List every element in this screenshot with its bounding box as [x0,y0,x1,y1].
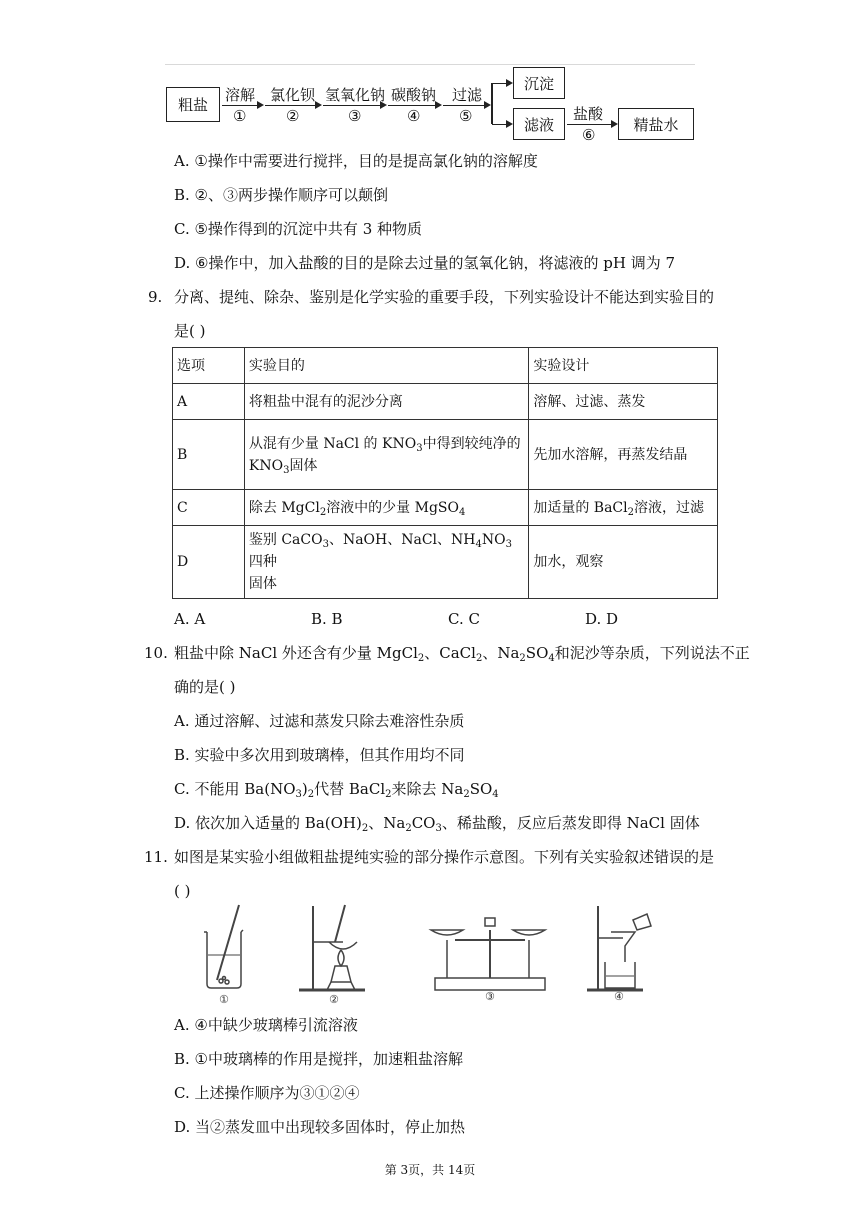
q8-option-d: D. ⑥操作中，加入盐酸的目的是除去过量的氢氧化钠，将滤液的 pH 调为 7 [174,254,676,272]
figure-label-3: ③ [485,990,495,1003]
balance-figure [431,918,545,990]
text: C. 不能用 Ba(NO [174,780,296,798]
table-cell-design: 溶解、过滤、蒸发 [529,384,718,420]
flow-step-label: 溶解 [225,86,256,104]
text: SO [525,644,549,662]
text: CO [411,814,436,832]
q9-number: 9. [148,288,163,306]
text: 、Na [482,644,520,662]
flow-branch-line [491,83,493,124]
table-header-row [173,348,718,384]
text: 中得到较纯净的 [422,435,521,452]
table-cell-design: 加水，观察 [529,526,718,599]
text: 、稀盐酸，反应后蒸发即得 NaCl 固体 [441,814,700,832]
table-cell-goal: 从混有少量 NaCl 的 $KNO_3$中得到较纯净的 $KNO_3$固体 [244,420,528,490]
evaporation-figure [299,905,365,990]
table-row [173,490,718,526]
flow-step-number: ④ [407,107,421,125]
text: 除去 MgCl [248,499,320,516]
table-header-cell: 选项 [173,348,245,384]
text: SO [469,780,493,798]
table-cell-design: 先加水溶解，再蒸发结晶 [529,420,718,490]
q11-option-c: C. 上述操作顺序为③①②④ [174,1084,360,1102]
text: 代替 BaCl [314,780,386,798]
page-footer: 第 3页，共 14页 [384,1163,476,1177]
text: KNO [248,457,284,474]
table-cell-option: B [173,420,245,490]
q10-option-c: C. 不能用 $Ba(NO_3)_2$代替 BaCl$_2$来除去 $Na_2SO_4$ [174,780,499,800]
flow-step-number: ② [286,107,300,125]
q11-option-d: D. 当②蒸发皿中出现较多固体时，停止加热 [174,1118,466,1136]
text: 固体 [248,576,277,592]
flow-arrow [222,105,262,106]
flow-step-number: ① [233,107,247,125]
table-cell-design: 加适量的 BaCl$_2$溶液，过滤 [529,490,718,526]
q11-stem-cont: ( ) [174,882,191,900]
text: 加适量的 BaCl [533,499,628,516]
q8-option-c: C. ⑤操作得到的沉淀中共有 3 种物质 [174,220,423,238]
q10-stem: 粗盐中除 NaCl 外还含有少量 MgCl$_2$、CaCl$_2$、$Na_2SO_4$和泥沙等杂质，下列说法不正 [174,644,750,664]
table-header-cell: 实验目的 [244,348,528,384]
flow-filtrate-box: 滤液 [513,108,565,140]
table-cell-option: D [173,526,245,599]
flow-arrow [567,124,616,125]
q9-option-b: B. B [311,610,343,628]
q11-number: 11. [144,848,168,866]
table-cell-goal: 除去 MgCl$_2$溶液中的少量 MgSO$_4$ [244,490,528,526]
table-cell-option: A [173,384,245,420]
flow-step-number: ③ [348,107,362,125]
text: 从混有少量 NaCl 的 KNO [248,435,417,452]
table-row [173,384,718,420]
table-header-cell: 实验设计 [529,348,718,384]
text: NO [481,532,506,548]
top-divider [165,64,695,65]
flow-arrow [443,105,489,106]
q10-option-a: A. 通过溶解、过滤和蒸发只除去难溶性杂质 [174,712,465,730]
q10-stem-cont: 确的是( ) [174,678,236,696]
text: 、CaCl [424,644,476,662]
q8-option-a: A. ①操作中需要进行搅拌，目的是提高氯化钠的溶解度 [174,152,538,170]
q9-stem-cont: 是( ) [174,322,206,340]
flow-arrow [388,105,440,106]
flow-arrow [323,105,385,106]
q11-stem: 如图是某实验小组做粗盐提纯实验的部分操作示意图。下列有关实验叙述错误的是 [174,848,715,866]
text: 鉴别 CaCO [248,532,323,548]
figure-label-4: ④ [614,990,624,1003]
table-cell-goal: 将粗盐中混有的泥沙分离 [244,384,528,420]
text: 粗盐中除 NaCl 外还含有少量 MgCl [174,644,418,662]
apparatus-figure [195,900,665,1005]
q9-option-c: C. C [448,610,480,628]
text: 四种 [248,554,277,570]
q11-option-a: A. ④中缺少玻璃棒引流溶液 [174,1016,358,1034]
flow-step-label: 过滤 [452,86,483,104]
flow-arrow [492,124,511,125]
text: ) [301,780,308,798]
figure-label-2: ② [329,993,339,1005]
q9-option-a: A. A [174,610,206,628]
q9-table [172,347,718,599]
flow-step-number: ⑥ [582,126,596,144]
flow-arrow [265,105,320,106]
flow-step-number: ⑤ [459,107,473,125]
filtration-figure [587,906,651,990]
q8-option-b: B. ②、③两步操作顺序可以颠倒 [174,186,389,204]
flow-step-label: 氢氧化钠 [325,86,386,104]
text: 溶液中的少量 MgSO [326,499,460,516]
q9-option-d: D. D [585,610,619,628]
q11-option-b: B. ①中玻璃棒的作用是搅拌，加速粗盐溶解 [174,1050,464,1068]
flow-precipitate-box: 沉淀 [513,67,565,99]
flow-end-box: 精盐水 [618,108,694,140]
text: D. 依次加入适量的 Ba(OH) [174,814,362,832]
table-row [173,526,718,599]
q9-stem: 分离、提纯、除杂、鉴别是化学实验的重要手段，下列实验设计不能达到实验目的 [174,288,715,306]
q10-option-d: D. 依次加入适量的 $Ba(OH)_2$、$Na_2CO_3$、稀盐酸，反应后蒸发即得 NaCl 固体 [174,814,700,834]
flow-step-label: 碳酸钠 [391,86,437,104]
text: 溶液，过滤 [633,499,704,516]
text: 、NaOH、NaCl、NH [328,532,476,548]
beaker-stirring-figure [204,905,243,988]
q10-option-b: B. 实验中多次用到玻璃棒，但其作用均不同 [174,746,465,764]
text: 固体 [289,457,318,474]
text: 来除去 Na [391,780,464,798]
text: 和泥沙等杂质，下列说法不正 [554,644,750,662]
q10-number: 10. [144,644,168,662]
table-cell-goal: 鉴别 CaCO$_3$、NaOH、NaCl、$NH_4NO_3$四种 固体 [244,526,528,599]
text: 、Na [368,814,406,832]
table-row [173,420,718,490]
table-cell-option: C [173,490,245,526]
figure-label-1: ① [219,993,229,1005]
flow-step-label: 氯化钡 [270,86,316,104]
flow-start-box: 粗盐 [166,87,220,122]
flow-acid-label: 盐酸 [573,105,604,123]
flow-arrow [492,83,511,84]
